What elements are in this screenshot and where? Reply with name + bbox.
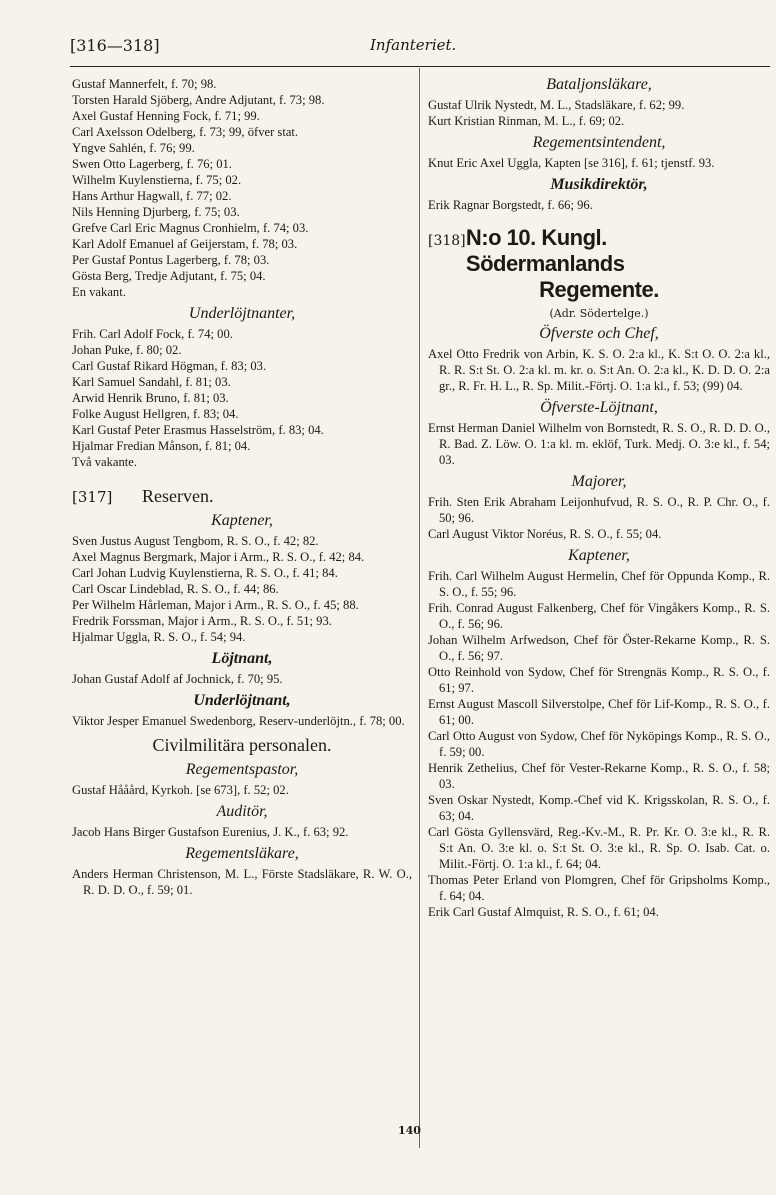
heading-ofverste: Öfverste och Chef, xyxy=(539,325,659,342)
list-entry: Nils Henning Djurberg, f. 75; 03. xyxy=(72,205,240,219)
heading-kaptener-reserve: Kaptener, xyxy=(211,512,273,529)
list-entry: Folke August Hellgren, f. 83; 04. xyxy=(72,407,239,421)
ofverste-lojtnant-entry: Ernst Herman Daniel Wilhelm von Bornstedt, R. S. O., R. D. D. O., R. Bad. Z. Löw. O. 1:a kl. m. eklöf, Turk. Medj. O. 3:e kl., f. 54; 03. xyxy=(428,421,770,467)
list-entry: Hans Arthur Hagwall, f. 77; 02. xyxy=(72,189,232,203)
auditor-entry: Jacob Hans Birger Gustafson Eurenius, J. K., f. 63; 92. xyxy=(72,825,349,839)
heading-majorer: Majorer, xyxy=(571,473,627,490)
list-entry: Carl Axelsson Odelberg, f. 73; 99, öfver stat. xyxy=(72,125,299,139)
heading-underlojtnanter: Underlöjtnanter, xyxy=(188,305,296,322)
left-underlojtnant-list xyxy=(72,326,412,470)
majorer-list xyxy=(428,494,770,542)
list-entry: Carl Otto August von Sydow, Chef för Nyköpings Komp., R. S. O., f. 59; 00. xyxy=(428,729,770,759)
heading-lakare: Regementsläkare, xyxy=(185,845,299,862)
heading-musik: Musikdirektör, xyxy=(550,176,648,193)
list-entry: Axel Gustaf Henning Fock, f. 71; 99. xyxy=(72,109,260,123)
regiment-number: [318] xyxy=(428,233,466,249)
list-entry: Frih. Conrad August Falkenberg, Chef för Vingåkers Komp., R. S. O., f. 56; 96. xyxy=(428,601,770,631)
regiment-title: N:o 10. Kungl. Södermanlands xyxy=(465,225,625,276)
list-entry: Per Wilhelm Hårleman, Major i Arm., R. S. O., f. 45; 88. xyxy=(72,598,359,612)
list-entry: Swen Otto Lagerberg, f. 76; 01. xyxy=(72,157,232,171)
list-entry: Yngve Sahlén, f. 76; 99. xyxy=(72,141,195,155)
heading-ofverste-lojtnant: Öfverste-Löjtnant, xyxy=(540,399,658,416)
right-column xyxy=(428,76,770,920)
list-entry: Hjalmar Fredian Månson, f. 81; 04. xyxy=(72,439,251,453)
list-entry: Gösta Berg, Tredje Adjutant, f. 75; 04. xyxy=(72,269,266,283)
left-officer-list xyxy=(72,76,412,300)
left-column xyxy=(72,76,412,898)
list-entry: En vakant. xyxy=(72,285,126,299)
regiment-title-line2: Regemente. xyxy=(539,277,659,302)
heading-lojtnant: Löjtnant, xyxy=(211,650,273,667)
heading-kaptener: Kaptener, xyxy=(568,547,630,564)
list-entry: Gustaf Mannerfelt, f. 70; 98. xyxy=(72,77,217,91)
heading-auditor: Auditör, xyxy=(216,803,268,820)
kaptener-list xyxy=(428,568,770,920)
list-entry: Gustaf Ulrik Nystedt, M. L., Stadsläkare, f. 62; 99. xyxy=(428,98,685,112)
list-entry: Torsten Harald Sjöberg, Andre Adjutant, f. 73; 98. xyxy=(72,93,325,107)
list-entry: Axel Magnus Bergmark, Major i Arm., R. S. O., f. 42; 84. xyxy=(72,550,365,564)
heading-intendent: Regementsintendent, xyxy=(532,134,666,151)
list-entry: Wilhelm Kuylenstierna, f. 75; 02. xyxy=(72,173,242,187)
pastor-entry: Gustaf Hååård, Kyrkoh. [se 673], f. 52; 02. xyxy=(72,783,289,797)
list-entry: Otto Reinhold von Sydow, Chef för Strengnäs Komp., R. S. O., f. 61; 97. xyxy=(428,665,770,695)
list-entry: Karl Samuel Sandahl, f. 81; 03. xyxy=(72,375,231,389)
musik-entry: Erik Ragnar Borgstedt, f. 66; 96. xyxy=(428,198,593,212)
page-range: [316—318] xyxy=(70,36,160,55)
list-entry: Fredrik Forssman, Major i Arm., R. S. O., f. 51; 93. xyxy=(72,614,332,628)
list-entry: Karl Adolf Emanuel af Geijerstam, f. 78; 03. xyxy=(72,237,298,251)
list-entry: Sven Justus August Tengbom, R. S. O., f. 42; 82. xyxy=(72,534,319,548)
column-divider xyxy=(419,68,420,1148)
list-entry: Johan Puke, f. 80; 02. xyxy=(72,343,182,357)
page-folio: 140 xyxy=(398,1124,421,1137)
ofverste-entry: Axel Otto Fredrik von Arbin, K. S. O. 2:a kl., K. S:t O. O. 2:a kl., R. R. S:t St. O. 2:a kl. m. kr. o. S:t An. O. 2:a kl., K. D. D. O. 2:a gr., R. Fr. H. L., R. Sp. Milit.-Förtj. O. 1:a kl., f. 53; (99) 04. xyxy=(428,347,770,393)
header-rule xyxy=(70,66,770,67)
reserven-title: Reserven. xyxy=(142,486,214,506)
heading-bataljonslakare: Bataljonsläkare, xyxy=(546,76,652,93)
list-entry: Två vakante. xyxy=(72,455,138,469)
list-entry: Carl Johan Ludvig Kuylenstierna, R. S. O., f. 41; 84. xyxy=(72,566,338,580)
list-entry: Johan Wilhelm Arfwedson, Chef för Öster-Rekarne Komp., R. S. O., f. 56; 97. xyxy=(428,633,770,663)
regiment-heading xyxy=(428,225,770,277)
lakare-entry: Anders Herman Christenson, M. L., Förste Stadsläkare, R. W. O., R. D. D. O., f. 59; 01. xyxy=(72,867,412,897)
list-entry: Frih. Carl Adolf Fock, f. 74; 00. xyxy=(72,327,233,341)
list-entry: Carl Gösta Gyllensvärd, Reg.-Kv.-M., R. Pr. Kr. O. 3:e kl., R. R. S:t An. O. 3:e kl. o. S:t St. O. 3:e kl., R. Sp. O. Isab. Cat. o. Milit.-Förtj. O. 1:a kl., f. 64; 04. xyxy=(428,825,770,871)
intendent-entry: Knut Eric Axel Uggla, Kapten [se 316], f. 61; tjenstf. 93. xyxy=(428,156,715,170)
civil-title: Civilmilitära personalen. xyxy=(152,735,332,755)
underlojtnant-entry: Viktor Jesper Emanuel Swedenborg, Reserv-underlöjtn., f. 78; 00. xyxy=(72,714,405,728)
page-header xyxy=(70,34,770,58)
reserven-number: [317] xyxy=(72,488,113,506)
list-entry: Frih. Sten Erik Abraham Leijonhufvud, R. S. O., R. P. Chr. O., f. 50; 96. xyxy=(428,495,770,525)
list-entry: Frih. Carl Wilhelm August Hermelin, Chef för Oppunda Komp., R. S. O., f. 55; 96. xyxy=(428,569,770,599)
list-entry: Ernst August Mascoll Silverstolpe, Chef för Lif-Komp., R. S. O., f. 61; 00. xyxy=(428,697,770,727)
list-entry: Grefve Carl Eric Magnus Cronhielm, f. 74; 03. xyxy=(72,221,309,235)
reserve-kaptener-list xyxy=(72,533,412,645)
list-entry: Carl Gustaf Rikard Högman, f. 83; 03. xyxy=(72,359,267,373)
list-entry: Carl August Viktor Noréus, R. S. O., f. 55; 04. xyxy=(428,527,662,541)
reserven-heading xyxy=(72,486,412,507)
bataljonslakare-list xyxy=(428,97,770,129)
section-title: Infanteriet. xyxy=(370,36,457,54)
list-entry: Arwid Henrik Bruno, f. 81; 03. xyxy=(72,391,229,405)
list-entry: Sven Oskar Nystedt, Komp.-Chef vid K. Krigsskolan, R. S. O., f. 63; 04. xyxy=(428,793,770,823)
list-entry: Per Gustaf Pontus Lagerberg, f. 78; 03. xyxy=(72,253,270,267)
heading-pastor: Regementspastor, xyxy=(185,761,299,778)
list-entry: Thomas Peter Erland von Plomgren, Chef för Gripsholms Komp., f. 64; 04. xyxy=(428,873,770,903)
list-entry: Carl Oscar Lindeblad, R. S. O., f. 44; 86. xyxy=(72,582,279,596)
regiment-address: (Adr. Södertelge.) xyxy=(549,307,649,320)
list-entry: Kurt Kristian Rinman, M. L., f. 69; 02. xyxy=(428,114,625,128)
list-entry: Henrik Zethelius, Chef för Vester-Rekarne Komp., R. S. O., f. 58; 03. xyxy=(428,761,770,791)
list-entry: Erik Carl Gustaf Almquist, R. S. O., f. 61; 04. xyxy=(428,905,659,919)
lojtnant-entry: Johan Gustaf Adolf af Jochnick, f. 70; 95. xyxy=(72,672,283,686)
heading-underlojtnant: Underlöjtnant, xyxy=(193,692,291,709)
list-entry: Karl Gustaf Peter Erasmus Hasselström, f. 83; 04. xyxy=(72,423,324,437)
list-entry: Hjalmar Uggla, R. S. O., f. 54; 94. xyxy=(72,630,246,644)
